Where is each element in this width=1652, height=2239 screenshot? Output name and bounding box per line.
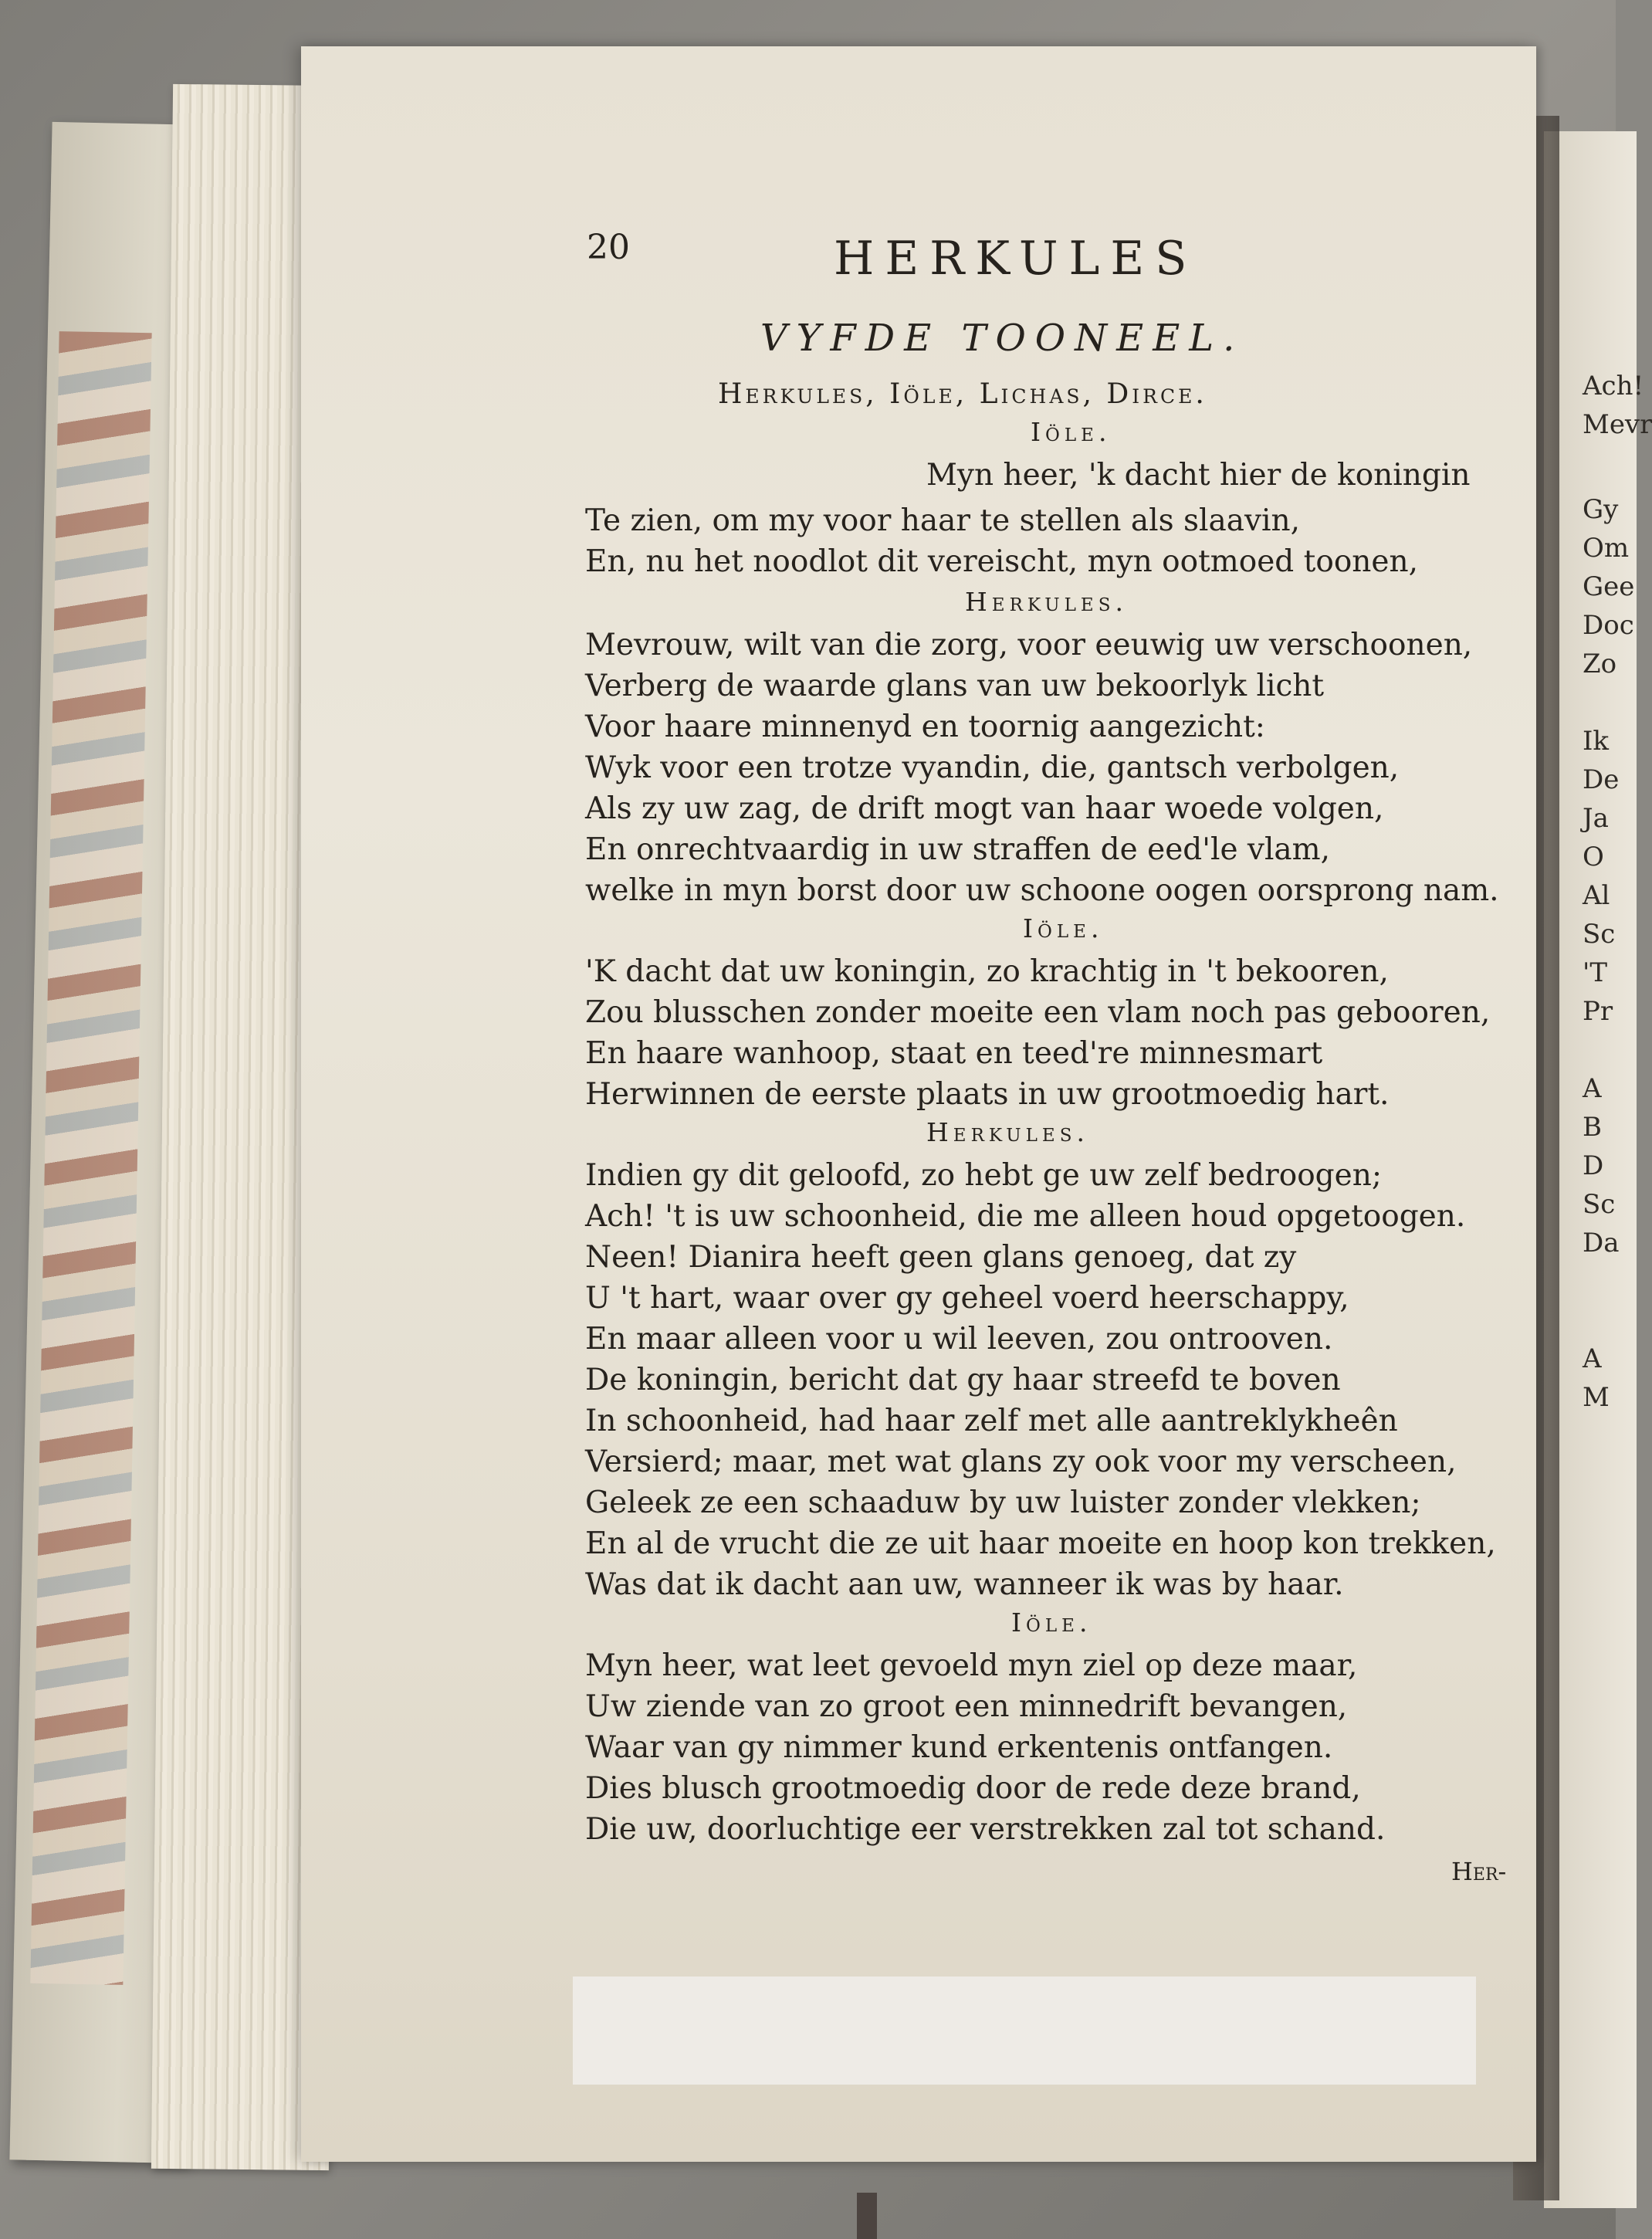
facing-fragment: A xyxy=(1583,1343,1602,1374)
verse-line: Geleek ze een schaaduw by uw luister zonder vlekken; xyxy=(585,1485,1421,1520)
facing-fragment: Al xyxy=(1583,880,1610,911)
facing-fragment: Zo xyxy=(1583,649,1617,679)
facing-fragment: Om xyxy=(1583,533,1630,564)
verse-line: Was dat ik dacht aan uw, wanneer ik was by haar. xyxy=(585,1567,1344,1602)
verse-line: In schoonheid, had haar zelf met alle aantreklykheên xyxy=(585,1404,1398,1438)
scene-title: VYFDE TOONEEL. xyxy=(760,317,1244,360)
speaker-label: Herkules. xyxy=(965,587,1128,617)
dramatis-personae: Herkules, Iöle, Lichas, Dirce. xyxy=(718,378,1207,410)
facing-fragment: Ik xyxy=(1583,726,1610,757)
verse-line: Mevrouw, wilt van die zorg, voor eeuwig uw verschoonen, xyxy=(585,628,1473,662)
facing-fragment: Doc xyxy=(1583,610,1634,641)
verse-line: U 't hart, waar over gy geheel voerd heerschappy, xyxy=(585,1281,1349,1316)
verse-line: En haare wanhoop, staat en teed're minnesmart xyxy=(585,1036,1323,1071)
facing-fragment: Mevr xyxy=(1583,409,1652,440)
verse-line: Zou blusschen zonder moeite een vlam noch pas gebooren, xyxy=(585,995,1491,1030)
verse-line: Uw ziende van zo groot een minnedrift bevangen, xyxy=(585,1689,1348,1724)
facing-fragment: De xyxy=(1583,764,1620,795)
verse-line: Waar van gy nimmer kund erkentenis ontfangen. xyxy=(585,1730,1333,1765)
verse-line: 'K dacht dat uw koningin, zo krachtig in 't bekooren, xyxy=(585,954,1389,989)
facing-fragment: O xyxy=(1583,842,1604,872)
facing-fragment: Sc xyxy=(1583,1189,1616,1220)
verse-line: Te zien, om my voor haar te stellen als slaavin, xyxy=(585,503,1301,538)
verse-line: Als zy uw zag, de drift mogt van haar woede volgen, xyxy=(585,791,1384,826)
verse-line: En onrechtvaardig in uw straffen de eed'le vlam, xyxy=(585,832,1331,867)
verse-line: En al de vrucht die ze uit haar moeite en hoop kon trekken, xyxy=(585,1526,1496,1561)
facing-fragment: M xyxy=(1583,1382,1610,1413)
speaker-label: Iöle. xyxy=(1023,913,1104,943)
verse-line: Ach! 't is uw schoonheid, die me alleen houd opgetoogen. xyxy=(585,1199,1466,1234)
verse-line: Versierd; maar, met wat glans zy ook voor my verscheen, xyxy=(585,1445,1457,1479)
facing-fragment: B xyxy=(1583,1112,1602,1143)
verse-line: Neen! Dianira heeft geen glans genoeg, dat zy xyxy=(585,1240,1297,1275)
facing-fragment: Pr xyxy=(1583,996,1613,1027)
catchword: Her- xyxy=(1451,1857,1507,1886)
facing-fragment: A xyxy=(1583,1073,1602,1104)
verse-line: Voor haare minnenyd en toornig aangezicht: xyxy=(585,710,1265,744)
speaker-label: Iöle. xyxy=(1031,417,1112,447)
facing-fragment: Ja xyxy=(1583,803,1609,834)
verse-line: En maar alleen voor u wil leeven, zou ontrooven. xyxy=(585,1322,1333,1357)
facing-fragment: D xyxy=(1583,1150,1604,1181)
verse-line: Verberg de waarde glans van uw bekoorlyk licht xyxy=(585,669,1325,703)
speaker-label: Iöle. xyxy=(1011,1607,1092,1638)
verse-line: Dies blusch grootmoedig door de rede deze brand, xyxy=(585,1771,1361,1806)
facing-fragment: Sc xyxy=(1583,919,1616,950)
facing-fragment: Gee xyxy=(1583,571,1635,602)
verse-line: De koningin, bericht dat gy haar streefd te boven xyxy=(585,1363,1341,1397)
verse-line: Herwinnen de eerste plaats in uw grootmoedig hart. xyxy=(585,1077,1390,1112)
facing-fragment: Da xyxy=(1583,1228,1620,1258)
speaker-label: Herkules. xyxy=(926,1117,1089,1147)
verse-line: Indien gy dit geloofd, zo hebt ge uw zelf bedroogen; xyxy=(585,1158,1382,1193)
verse-line: Myn heer, wat leet gevoeld myn ziel op deze maar, xyxy=(585,1648,1358,1683)
running-head: HERKULES xyxy=(834,232,1198,286)
verse-line: Myn heer, 'k dacht hier de koningin xyxy=(926,458,1471,493)
verse-line: welke in myn borst door uw schoone oogen oorsprong nam. xyxy=(585,873,1499,908)
verse-line: Wyk voor een trotze vyandin, die, gantsch verbolgen, xyxy=(585,750,1400,785)
facing-fragment: Gy xyxy=(1583,494,1619,525)
facing-fragment: Ach! xyxy=(1583,371,1644,401)
facing-fragment: 'T xyxy=(1583,957,1608,988)
verse-line: En, nu het noodlot dit vereischt, myn ootmoed toonen, xyxy=(585,544,1419,579)
bookmark-ribbon xyxy=(857,2193,877,2239)
redaction-box xyxy=(573,1976,1476,2085)
verse-line: Die uw, doorluchtige eer verstrekken zal tot schand. xyxy=(585,1812,1386,1847)
page-number: 20 xyxy=(587,228,630,267)
